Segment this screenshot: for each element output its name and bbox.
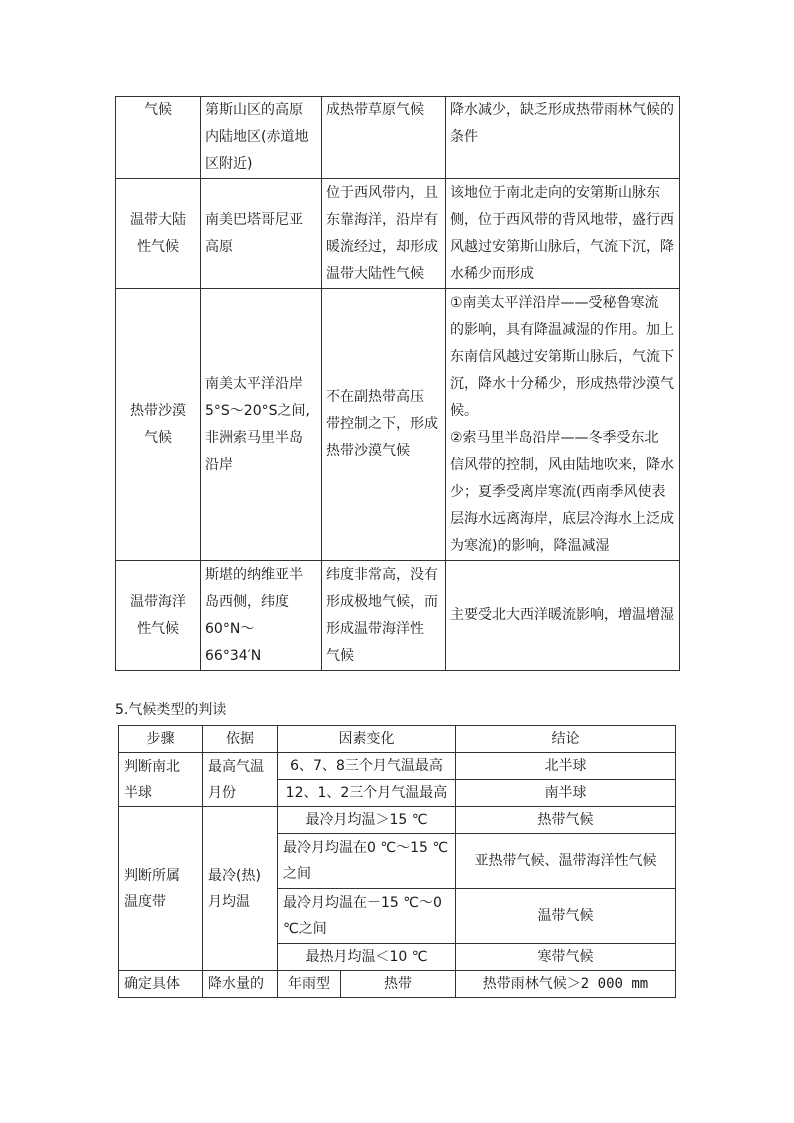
climate-judgment-table xyxy=(118,725,676,998)
cause-cell: 纬度非常高，没有 形成极地气候，而 形成温带海洋性 气候 xyxy=(322,561,446,671)
location-cell: 斯堪的纳维亚半 岛西侧，纬度 60°N～ 66°34′N xyxy=(201,561,322,671)
location-cell: 南美太平洋沿岸 5°S～20°S之间, 非洲索马里半岛 沿岸 xyxy=(201,289,322,561)
climate-type-cell: 气候 xyxy=(116,97,201,179)
temperature-change: 最冷月均温在0 ℃～15 ℃ 之间 xyxy=(278,834,456,889)
climate-type-cell: 热带沙漠 气候 xyxy=(116,289,201,561)
cause-cell: 成热带草原气候 xyxy=(322,97,446,179)
climate-row xyxy=(116,289,680,561)
temperature-basis: 最冷(热) 月均温 xyxy=(203,807,278,971)
specific-sub2: 热带 xyxy=(341,971,456,998)
climate-row xyxy=(116,561,680,671)
specific-step: 确定具体 xyxy=(119,971,203,998)
climate-row xyxy=(116,97,680,179)
hemisphere-result-north: 北半球 xyxy=(456,753,676,780)
header-basis: 依据 xyxy=(203,726,278,753)
specific-row xyxy=(119,971,676,998)
specific-result: 热带雨林气候＞2 000 mm xyxy=(456,971,676,998)
temperature-result: 亚热带气候、温带海洋性气候 xyxy=(456,834,676,889)
hemisphere-result-south: 南半球 xyxy=(456,780,676,807)
header-result: 结论 xyxy=(456,726,676,753)
temperature-result: 热带气候 xyxy=(456,807,676,834)
header-row xyxy=(119,726,676,753)
cause-cell: 位于西风带内，且 东靠海洋，沿岸有 暖流经过，却形成 温带大陆性气候 xyxy=(322,179,446,289)
location-cell: 第斯山区的高原 内陆地区(赤道地 区附近) xyxy=(201,97,322,179)
temperature-result: 温带气候 xyxy=(456,889,676,944)
temperature-change: 最冷月均温在－15 ℃～0 ℃之间 xyxy=(278,889,456,944)
specific-basis: 降水量的 xyxy=(203,971,278,998)
section-title: 5.气候类型的判读 xyxy=(115,702,227,718)
hemisphere-change-south: 12、1、2三个月气温最高 xyxy=(278,780,456,807)
temperature-change: 最冷月均温＞15 ℃ xyxy=(278,807,456,834)
climate-analysis-table xyxy=(115,96,680,671)
hemisphere-row xyxy=(119,753,676,780)
location-cell: 南美巴塔哥尼亚 高原 xyxy=(201,179,322,289)
analysis-cell: 降水减少，缺乏形成热带雨林气候的 条件 xyxy=(446,97,680,179)
temperature-change: 最热月均温＜10 ℃ xyxy=(278,944,456,971)
temperature-result: 寒带气候 xyxy=(456,944,676,971)
temperature-step: 判断所属 温度带 xyxy=(119,807,203,971)
analysis-cell: 主要受北大西洋暖流影响，增温增湿 xyxy=(446,561,680,671)
cause-cell: 不在副热带高压 带控制之下，形成 热带沙漠气候 xyxy=(322,289,446,561)
analysis-cell: 该地位于南北走向的安第斯山脉东 侧，位于西风带的背风地带，盛行西 风越过安第斯山脉后，气流下沉，降 水稀少而形成 xyxy=(446,179,680,289)
temperature-row xyxy=(119,807,676,834)
climate-row xyxy=(116,179,680,289)
hemisphere-basis: 最高气温 月份 xyxy=(203,753,278,807)
header-change: 因素变化 xyxy=(278,726,456,753)
hemisphere-change-north: 6、7、8三个月气温最高 xyxy=(278,753,456,780)
climate-type-cell: 温带大陆 性气候 xyxy=(116,179,201,289)
climate-type-cell: 温带海洋 性气候 xyxy=(116,561,201,671)
hemisphere-step: 判断南北 半球 xyxy=(119,753,203,807)
header-step: 步骤 xyxy=(119,726,203,753)
specific-sub1: 年雨型 xyxy=(278,971,341,998)
analysis-cell: ①南美太平洋沿岸——受秘鲁寒流 的影响，具有降温减湿的作用。加上 东南信风越过安第斯山脉后，气流下 沉，降水十分稀少，形成热带沙漠气 候。 ②索马里半岛沿岸——冬季受东北 信风带的控制，风由陆地吹来，降水 少；夏季受离岸寒流(西南季风使表 层海水远离海岸，底层冷海水上泛成 为寒流)的影响，降温减湿 xyxy=(446,289,680,561)
